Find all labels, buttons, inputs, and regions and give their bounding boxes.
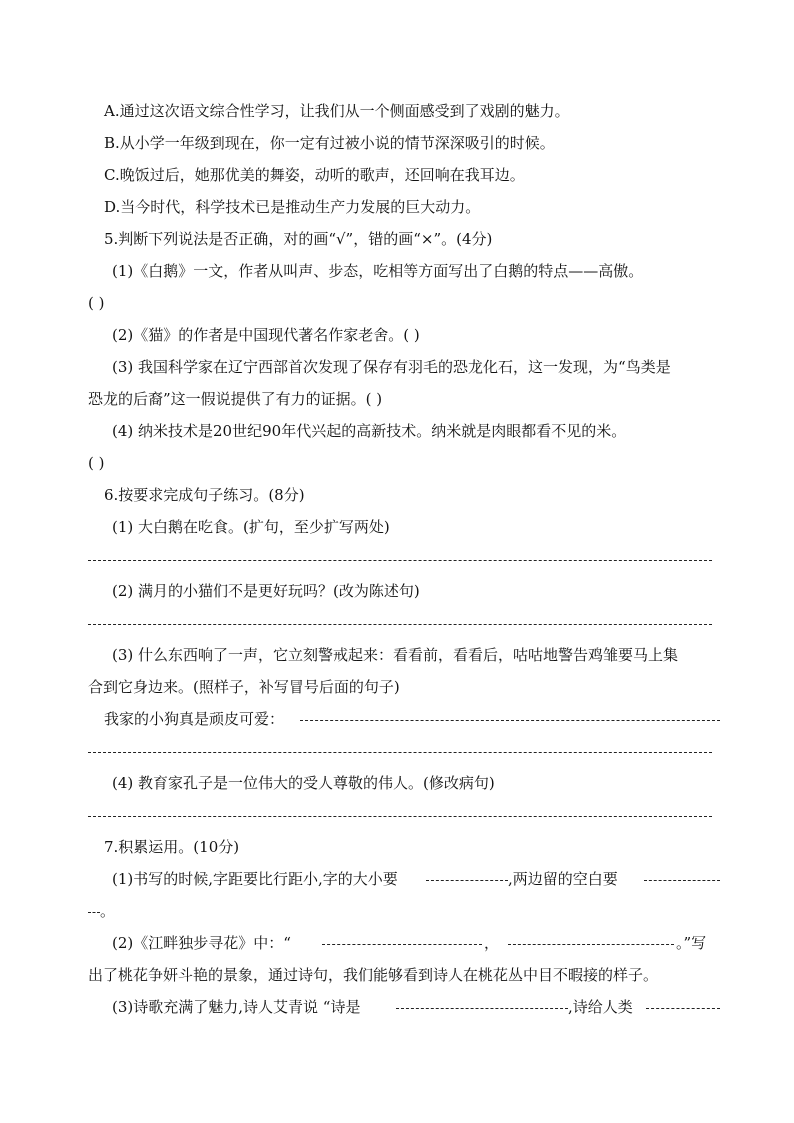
q6-item-3: (3) 什么东西响了一声，它立刻警戒起来：看看前，看看后，咕咕地警告鸡雏要马上集 [112, 646, 679, 664]
q7-item-2-cont: 出了桃花争妍斗艳的景象，通过诗句，我们能够看到诗人在桃花丛中目不暇接的样子。 [88, 966, 659, 984]
answer-blank-q7-1c[interactable] [88, 912, 100, 913]
answer-blank-q6-3a[interactable] [300, 720, 720, 721]
option-a: A.通过这次语文综合性学习，让我们从一个侧面感受到了戏剧的魅力。 [104, 102, 570, 120]
q6-item-3-prompt: 我家的小狗真是顽皮可爱： [104, 710, 285, 728]
q7-item-3-text-b: ,诗给人类 [568, 998, 633, 1016]
option-d: D.当今时代，科学技术已是推动生产力发展的巨大动力。 [104, 198, 481, 216]
q5-item-2: (2)《猫》的作者是中国现代著名作家老舍。( ) [112, 326, 420, 344]
answer-blank-q7-1a[interactable] [426, 880, 508, 881]
q7-item-1-text-c: 。 [100, 902, 116, 920]
question-7-title: 7.积累运用。(10分) [104, 838, 240, 856]
answer-blank-q6-3b[interactable] [88, 752, 712, 753]
q5-item-3: (3) 我国科学家在辽宁西部首次发现了保存有羽毛的恐龙化石，这一发现，为“鸟类是 [112, 358, 671, 376]
q5-item-3-cont: 恐龙的后裔”这一假说提供了有力的证据。( ) [88, 390, 383, 408]
option-b: B.从小学一年级到现在，你一定有过被小说的情节深深吸引的时候。 [104, 134, 555, 152]
answer-blank-q6-2[interactable] [88, 624, 712, 625]
q5-item-4: (4) 纳米技术是20世纪90年代兴起的高新技术。纳米就是肉眼都看不见的米。 [112, 422, 627, 440]
q7-item-2-text-c: 。”写 [676, 934, 707, 952]
q5-item-4-answer: ( ) [88, 454, 105, 472]
q7-item-2-text-a: (2)《江畔独步寻花》中：“ [112, 934, 291, 952]
answer-blank-q7-2a[interactable] [322, 944, 482, 945]
q5-item-1: (1)《白鹅》一文，作者从叫声、步态，吃相等方面写出了白鹅的特点——高傲。 [112, 262, 644, 280]
answer-blank-q7-2b[interactable] [508, 944, 674, 945]
option-c: C.晚饭过后，她那优美的舞姿，动听的歌声，还回响在我耳边。 [104, 166, 525, 184]
answer-blank-q7-3a[interactable] [396, 1008, 568, 1009]
q7-item-2-text-b: ， [484, 934, 500, 952]
answer-blank-q7-3b[interactable] [646, 1008, 720, 1009]
q6-item-3-cont: 合到它身边来。(照样子，补写冒号后面的句子) [88, 678, 400, 696]
question-6-title: 6.按要求完成句子练习。(8分) [104, 486, 305, 504]
answer-blank-q7-1b[interactable] [644, 880, 720, 881]
question-5-title: 5.判断下列说法是否正确，对的画“√”，错的画“×”。(4分) [104, 230, 493, 248]
q7-item-1-text-a: (1)书写的时候,字距要比行距小,字的大小要 [112, 870, 398, 888]
q7-item-3-text-a: (3)诗歌充满了魅力,诗人艾青说 “诗是 [112, 998, 361, 1016]
answer-blank-q6-1[interactable] [88, 560, 712, 561]
q6-item-4: (4) 教育家孔子是一位伟大的受人尊敬的伟人。(修改病句) [112, 774, 495, 792]
q6-item-2: (2) 满月的小猫们不是更好玩吗？(改为陈述句) [112, 582, 420, 600]
q6-item-1: (1) 大白鹅在吃食。(扩句，至少扩写两处) [112, 518, 390, 536]
q7-item-1-text-b: ,两边留的空白要 [508, 870, 618, 888]
q5-item-1-answer: ( ) [88, 294, 105, 312]
answer-blank-q6-4[interactable] [88, 816, 712, 817]
